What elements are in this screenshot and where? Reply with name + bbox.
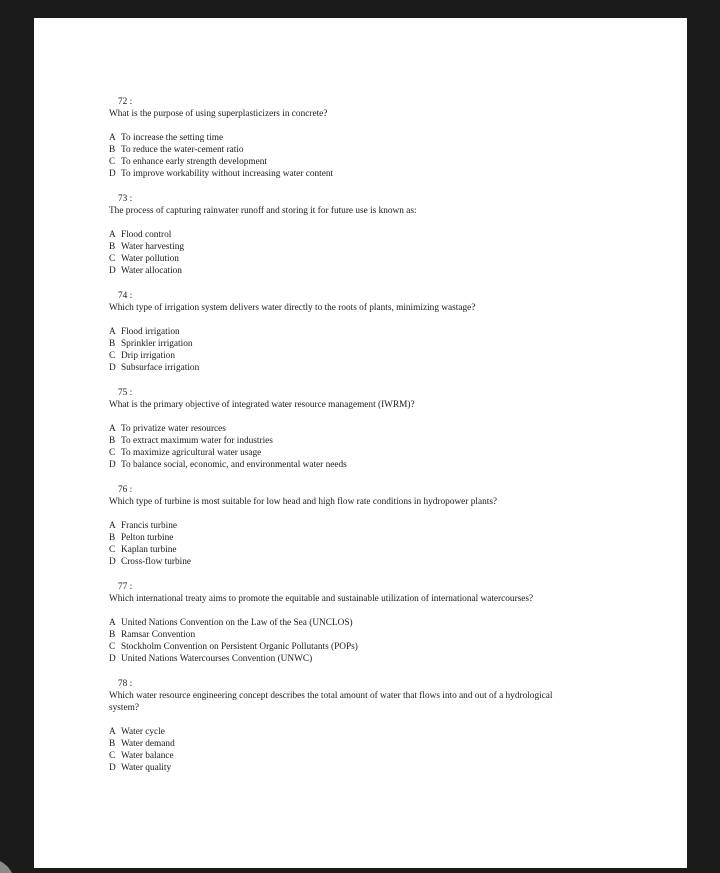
option-text: United Nations Convention on the Law of the Sea (UNCLOS) <box>121 618 353 628</box>
option-text: Sprinkler irrigation <box>121 339 193 349</box>
option-letter: C <box>109 157 116 167</box>
question-number: 72 : <box>118 97 133 107</box>
option-text: Pelton turbine <box>121 533 174 543</box>
answer-options <box>109 726 669 774</box>
option-letter: C <box>109 642 116 652</box>
answer-option <box>109 726 669 738</box>
question-number: 75 : <box>118 388 133 398</box>
option-letter: D <box>109 363 116 373</box>
answer-option <box>109 750 669 762</box>
option-text: To enhance early strength development <box>121 157 267 167</box>
answer-options <box>109 617 669 665</box>
option-letter: D <box>109 169 116 179</box>
question-text: Which type of turbine is most suitable for low head and high flow rate conditions in hydropower plants? <box>109 497 498 507</box>
question-block <box>109 581 669 665</box>
answer-options <box>109 423 669 471</box>
answer-option <box>109 144 669 156</box>
option-text: United Nations Watercourses Convention (UNWC) <box>121 654 313 664</box>
question-block <box>109 484 669 568</box>
option-letter: D <box>109 557 116 567</box>
answer-option <box>109 447 669 459</box>
option-letter: C <box>109 448 116 458</box>
answer-option <box>109 132 669 144</box>
option-text: Water harvesting <box>121 242 185 252</box>
option-letter: B <box>109 339 116 349</box>
option-letter: A <box>109 727 116 737</box>
option-letter: C <box>109 751 116 761</box>
question-number: 77 : <box>118 582 133 592</box>
option-letter: D <box>109 763 116 773</box>
option-text: Subsurface irrigation <box>121 363 200 373</box>
option-text: To reduce the water-cement ratio <box>121 145 244 155</box>
option-letter: B <box>109 436 116 446</box>
option-text: Water balance <box>121 751 174 761</box>
option-letter: C <box>109 545 116 555</box>
option-text: Kaplan turbine <box>121 545 177 555</box>
option-letter: B <box>109 145 116 155</box>
answer-option <box>109 423 669 435</box>
option-text: Stockholm Convention on Persistent Organic Pollutants (POPs) <box>121 642 358 652</box>
question-block <box>109 678 669 774</box>
option-text: Cross-flow turbine <box>121 557 191 567</box>
question-text: What is the primary objective of integrated water resource management (IWRM)? <box>109 400 415 410</box>
question-text: Which type of irrigation system delivers water directly to the roots of plants, minimizing wastage? <box>109 303 476 313</box>
question-number: 74 : <box>118 291 133 301</box>
option-text: Ramsar Convention <box>121 630 196 640</box>
option-letter: C <box>109 351 116 361</box>
question-block <box>109 387 669 471</box>
option-letter: A <box>109 618 116 628</box>
option-letter: A <box>109 230 116 240</box>
question-block <box>109 193 669 277</box>
option-letter: B <box>109 533 116 543</box>
document-page <box>34 18 687 868</box>
option-letter: A <box>109 424 116 434</box>
option-letter: B <box>109 630 116 640</box>
option-text: Water demand <box>121 739 175 749</box>
answer-option <box>109 168 669 180</box>
option-letter: B <box>109 242 116 252</box>
answer-option <box>109 641 669 653</box>
question-number: 76 : <box>118 485 133 495</box>
option-letter: C <box>109 254 116 264</box>
option-text: To increase the setting time <box>121 133 224 143</box>
answer-option <box>109 629 669 641</box>
answer-options <box>109 132 669 180</box>
option-text: Francis turbine <box>121 521 178 531</box>
answer-option <box>109 544 669 556</box>
option-letter: A <box>109 133 116 143</box>
answer-options <box>109 326 669 374</box>
question-text: Which water resource engineering concept describes the total amount of water that flows into and out of a hydrological system? <box>109 691 553 713</box>
option-letter: A <box>109 327 116 337</box>
answer-option <box>109 241 669 253</box>
answer-option <box>109 556 669 568</box>
answer-option <box>109 253 669 265</box>
answer-option <box>109 435 669 447</box>
option-letter: D <box>109 266 116 276</box>
option-text: Water allocation <box>121 266 182 276</box>
option-letter: D <box>109 460 116 470</box>
answer-option <box>109 229 669 241</box>
option-text: To balance social, economic, and environmental water needs <box>121 460 347 470</box>
question-block <box>109 96 669 180</box>
option-text: Water quality <box>121 763 172 773</box>
question-block <box>109 290 669 374</box>
answer-option <box>109 362 669 374</box>
answer-option <box>109 156 669 168</box>
answer-option <box>109 265 669 277</box>
question-number: 78 : <box>118 679 133 689</box>
option-text: To maximize agricultural water usage <box>121 448 262 458</box>
option-letter: A <box>109 521 116 531</box>
option-text: Flood irrigation <box>121 327 180 337</box>
answer-options <box>109 520 669 568</box>
answer-option <box>109 653 669 665</box>
option-text: To extract maximum water for industries <box>121 436 273 446</box>
answer-option <box>109 350 669 362</box>
option-text: To privatize water resources <box>121 424 226 434</box>
answer-option <box>109 762 669 774</box>
option-letter: D <box>109 654 116 664</box>
option-letter: B <box>109 739 116 749</box>
answer-option <box>109 520 669 532</box>
option-text: To improve workability without increasing water content <box>121 169 334 179</box>
question-text: What is the purpose of using superplasticizers in concrete? <box>109 109 328 119</box>
answer-option <box>109 326 669 338</box>
question-list <box>109 96 669 787</box>
option-text: Drip irrigation <box>121 351 175 361</box>
answer-option <box>109 459 669 471</box>
option-text: Flood control <box>121 230 172 240</box>
profile-avatar[interactable] <box>0 858 15 873</box>
option-text: Water cycle <box>121 727 165 737</box>
answer-option <box>109 617 669 629</box>
answer-option <box>109 338 669 350</box>
question-text: The process of capturing rainwater runoff and storing it for future use is known as: <box>109 206 417 216</box>
answer-option <box>109 738 669 750</box>
answer-option <box>109 532 669 544</box>
question-number: 73 : <box>118 194 133 204</box>
question-text: Which international treaty aims to promote the equitable and sustainable utilization of international watercourses? <box>109 594 534 604</box>
option-text: Water pollution <box>121 254 179 264</box>
answer-options <box>109 229 669 277</box>
